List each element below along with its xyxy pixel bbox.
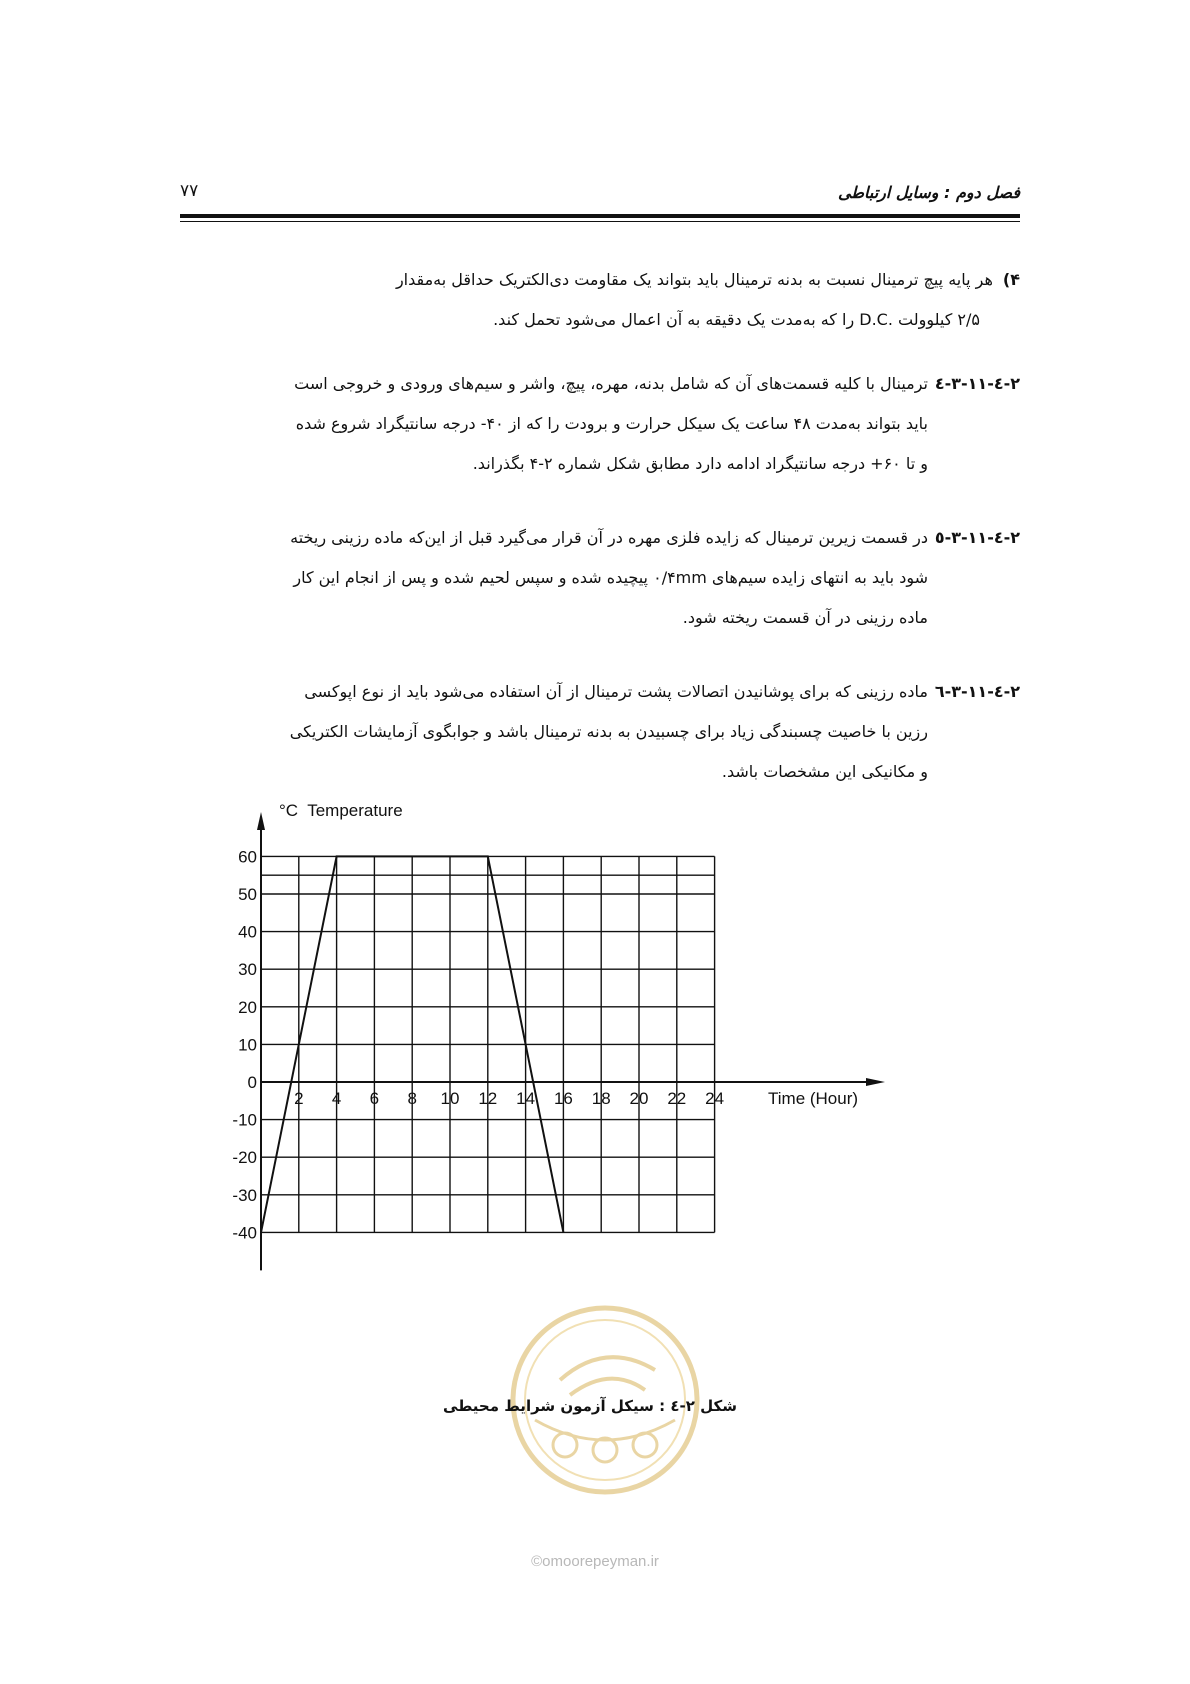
site-watermark <box>0 1553 1190 1570</box>
y-tick-label: 0 <box>247 1073 257 1092</box>
y-tick-label: 20 <box>238 997 257 1017</box>
x-tick-label: 14 <box>516 1089 536 1108</box>
page-header <box>180 178 1020 208</box>
clause-2-4-3-11-4 <box>180 364 1020 484</box>
paragraph-line: ماده رزینی در آن قسمت ریخته شود. <box>682 608 928 627</box>
paragraph-line: شود باید به انتهای زایده سیم‌های ۰/۴mm پیچیده شده و سپس لحیم شده و پس از انجام این کار <box>293 568 928 587</box>
site-url: omoorepeyman.ir <box>542 1553 659 1570</box>
x-tick-label: 20 <box>629 1089 649 1108</box>
x-tick-label: 22 <box>667 1089 687 1108</box>
clause-number: ۲-٤-۳-۱۱-٤ <box>934 374 1020 393</box>
clause-number: ۲-٤-۳-۱۱-٥ <box>934 528 1020 547</box>
figure-label: شکل ۲-٤ : <box>659 1397 737 1415</box>
paragraph-line: در قسمت زیرین ترمینال که زایده فلزی مهره در آن قرار می‌گیرد قبل از این‌که ماده رزینی ریخته <box>290 528 928 547</box>
copyright-icon: © <box>531 1553 543 1570</box>
x-tick-label: 8 <box>407 1089 417 1108</box>
x-axis-label: Time (Hour) <box>768 1089 859 1108</box>
header-rule-thin <box>180 221 1020 222</box>
paragraph-line: و تا ۶۰+ درجه سانتیگراد ادامه دارد مطابق شکل شماره ۲-۴ بگذراند. <box>472 454 928 473</box>
x-axis-arrow-icon <box>866 1078 885 1086</box>
y-tick-label: -10 <box>232 1110 257 1130</box>
y-tick-label: 30 <box>238 960 257 980</box>
y-axis-arrow-icon <box>257 812 265 830</box>
y-tick-label: 10 <box>238 1035 257 1055</box>
y-tick-label: -30 <box>232 1185 257 1205</box>
paragraph-line: رزین با خاصیت چسبندگی زیاد برای چسبیدن به بدنه ترمینال باشد و جوابگوی آزمایشات الکتریکی <box>289 722 928 741</box>
paragraph-4 <box>180 260 1020 340</box>
temperature-cycle-chart <box>230 801 980 1380</box>
paragraph-line <box>180 260 1020 300</box>
y-tick-label: 50 <box>238 885 257 904</box>
clause-2-4-3-11-5 <box>180 518 1020 638</box>
clause-number: ۲-٤-۳-۱۱-٦ <box>934 682 1020 701</box>
x-tick-label: 12 <box>478 1089 498 1108</box>
chapter-title: فصل دوم : وسایل ارتباطی <box>837 183 1020 202</box>
figure-title: سیکل آزمون شرایط محیطی <box>443 1397 654 1415</box>
y-axis-label: °C Temperature <box>279 801 403 820</box>
x-tick-label: 16 <box>553 1089 573 1108</box>
x-tick-label: 24 <box>705 1089 725 1108</box>
figure-caption <box>380 1397 800 1415</box>
x-tick-label: 10 <box>440 1089 460 1108</box>
y-tick-label: 60 <box>238 847 257 867</box>
clause-2-4-3-11-6 <box>180 672 1020 792</box>
paragraph-line: ۲/۵ کیلوولت .D.C را که به‌مدت یک دقیقه به آن اعمال می‌شود تحمل کند. <box>493 310 980 329</box>
y-tick-label: 40 <box>238 922 257 942</box>
item-number: ۴) <box>1002 270 1020 289</box>
y-tick-label: -20 <box>232 1148 257 1168</box>
paragraph-line: ماده رزینی که برای پوشانیدن اتصالات پشت ترمینال از آن استفاده می‌شود باید از نوع اپوکسی <box>304 682 928 701</box>
paragraph-line: و مکانیکی این مشخصات باشد. <box>721 762 928 781</box>
x-tick-label: 6 <box>369 1089 380 1108</box>
x-tick-label: 18 <box>591 1089 611 1108</box>
header-rule-thick <box>180 214 1020 218</box>
y-tick-label: -40 <box>232 1223 257 1243</box>
paragraph-line: ترمینال با کلیه قسمت‌های آن که شامل بدنه، مهره، پیچ، واشر و سیم‌های ورودی و خروجی است <box>294 374 928 393</box>
paragraph-line: باید بتواند به‌مدت ۴۸ ساعت یک سیکل حرارت و برودت را که از ۴۰- درجه سانتیگراد شروع شده <box>295 414 928 433</box>
page-number: ۷۷ <box>180 181 199 201</box>
x-tick-label: 4 <box>331 1089 342 1108</box>
line-text: هر پایه پیچ ترمینال نسبت به بدنه ترمینال باید بتواند یک مقاومت دی‌الکتریک حداقل به‌مقدار <box>395 270 993 289</box>
x-tick-label: 2 <box>294 1089 304 1108</box>
